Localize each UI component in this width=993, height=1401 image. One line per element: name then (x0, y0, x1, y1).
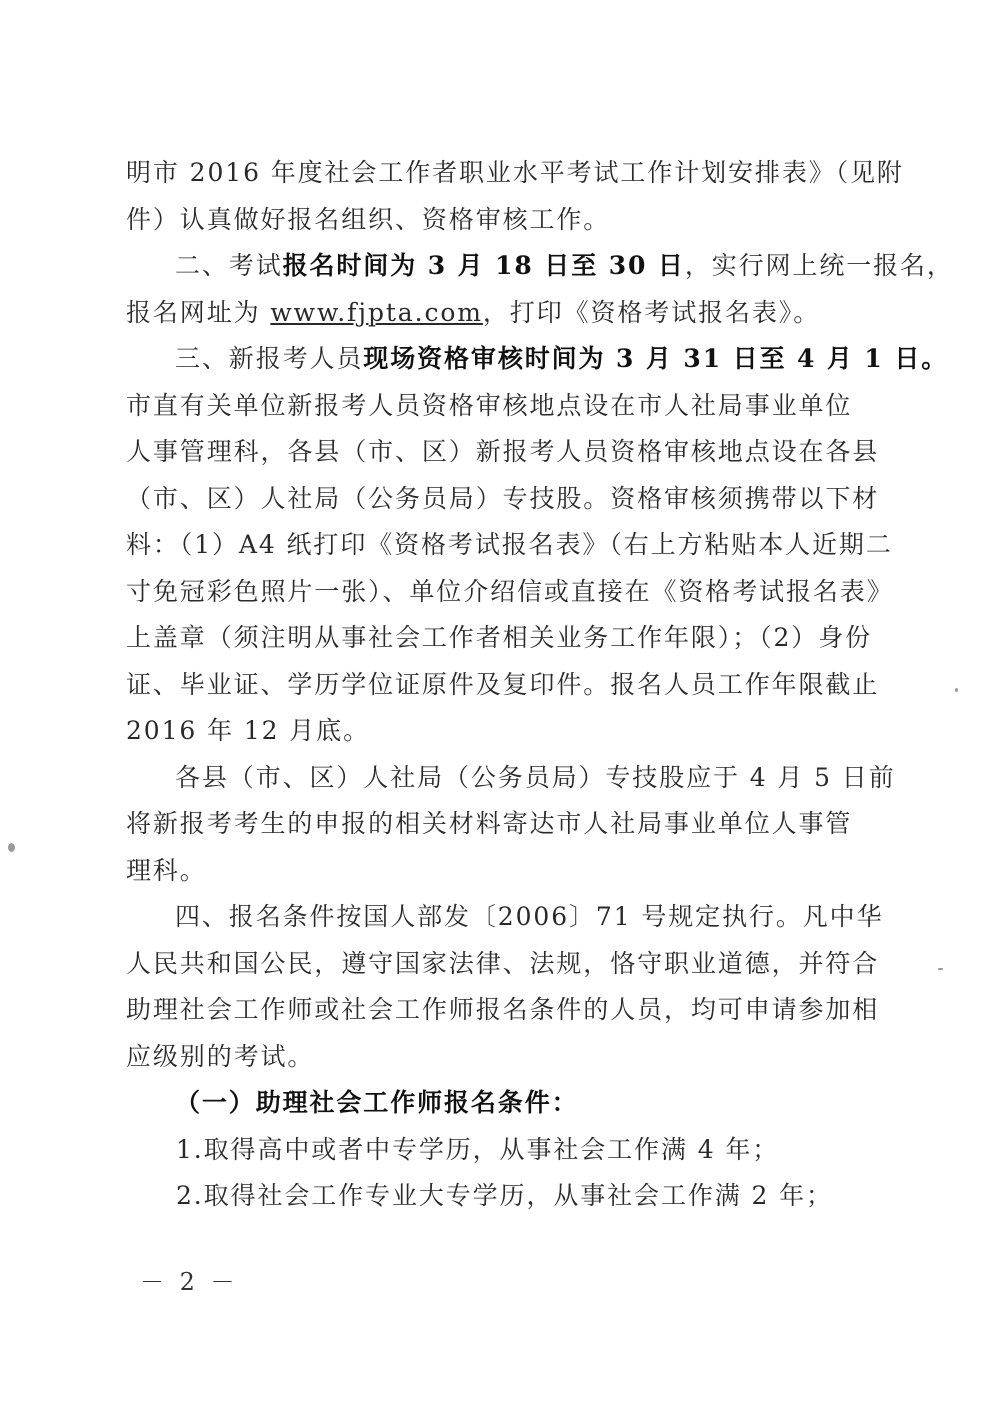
paragraph-line: 2016 年 12 月底。 (126, 716, 370, 745)
bold-emphasis: 报名时间为 3 月 18 日至 30 日 (282, 251, 685, 280)
inline-text: ，实行网上统一报名， (684, 251, 954, 280)
scan-speck (955, 688, 958, 692)
paragraph-line: 料：（1）A4 纸打印《资格考试报名表》（右上方粘贴本人近期二 (126, 530, 893, 559)
list-item: 1.取得高中或者中专学历，从事社会工作满 4 年； (176, 1134, 780, 1164)
inline-text: ，打印《资格考试报名表》。 (482, 297, 821, 327)
bold-emphasis: 现场资格审核时间为 3 月 31 日至 4 月 1 日。 (363, 344, 949, 373)
review-time-line (126, 336, 949, 383)
section-heading (126, 1080, 862, 1127)
registration-url-line (126, 290, 862, 337)
paragraph-line: 理科。 (126, 855, 207, 885)
scan-speck (938, 968, 943, 970)
paragraph-line: 人民共和国公民，遵守国家法律、法规，恪守职业道德，并符合 (126, 948, 880, 978)
paragraph-line: 人事管理科，各县（市、区）新报考人员资格审核地点设在各县 (126, 437, 880, 466)
paragraph-line: 各县（市、区）人社局（公务员局）专技股应于 4 月 5 日前 (175, 762, 896, 792)
paragraph-line: 件）认真做好报名组织、资格审核工作。 (126, 204, 611, 234)
paragraph-line: 助理社会工作师或社会工作师报名条件的人员，均可申请参加相 (126, 995, 880, 1024)
paragraph-line: （市、区）人社局（公务员局）专技股。资格审核须携带以下材 (126, 483, 880, 513)
inline-text: 报名网址为 (126, 297, 271, 327)
registration-url-link[interactable]: www.fjpta.com (270, 297, 483, 327)
paragraph-line: 证、毕业证、学历学位证原件及复印件。报名人员工作年限截止 (126, 669, 880, 699)
document-body (126, 150, 954, 1220)
paragraph-line: 明市 2016 年度社会工作者职业水平考试工作计划安排表》（见附 (126, 158, 904, 187)
paragraph-line: 应级别的考试。 (126, 1041, 315, 1071)
inline-text: 三、新报考人员 (175, 344, 364, 373)
paragraph-line: 市直有关单位新报考人员资格审核地点设在市人社局事业单位 (126, 390, 853, 420)
registration-time-line (126, 243, 954, 290)
paragraph-line: 将新报考考生的申报的相关材料寄达市人社局事业单位人事管 (126, 809, 853, 838)
list-item: 2.取得社会工作专业大专学历，从事社会工作满 2 年； (176, 1181, 833, 1210)
page-number: － 2 － (140, 1268, 239, 1296)
scan-speck (8, 843, 15, 852)
inline-text: 二、考试 (175, 251, 283, 280)
paragraph-line: 上盖章（须注明从事社会工作者相关业务工作年限）；（2）身份 (126, 623, 873, 652)
paragraph-line: 寸免冠彩色照片一张）、单位介绍信或直接在《资格考试报名表》 (126, 576, 894, 606)
bold-emphasis: （一）助理社会工作师报名条件： (175, 1088, 579, 1117)
paragraph-line: 四、报名条件按国人部发〔2006〕71 号规定执行。凡中华 (175, 902, 884, 931)
